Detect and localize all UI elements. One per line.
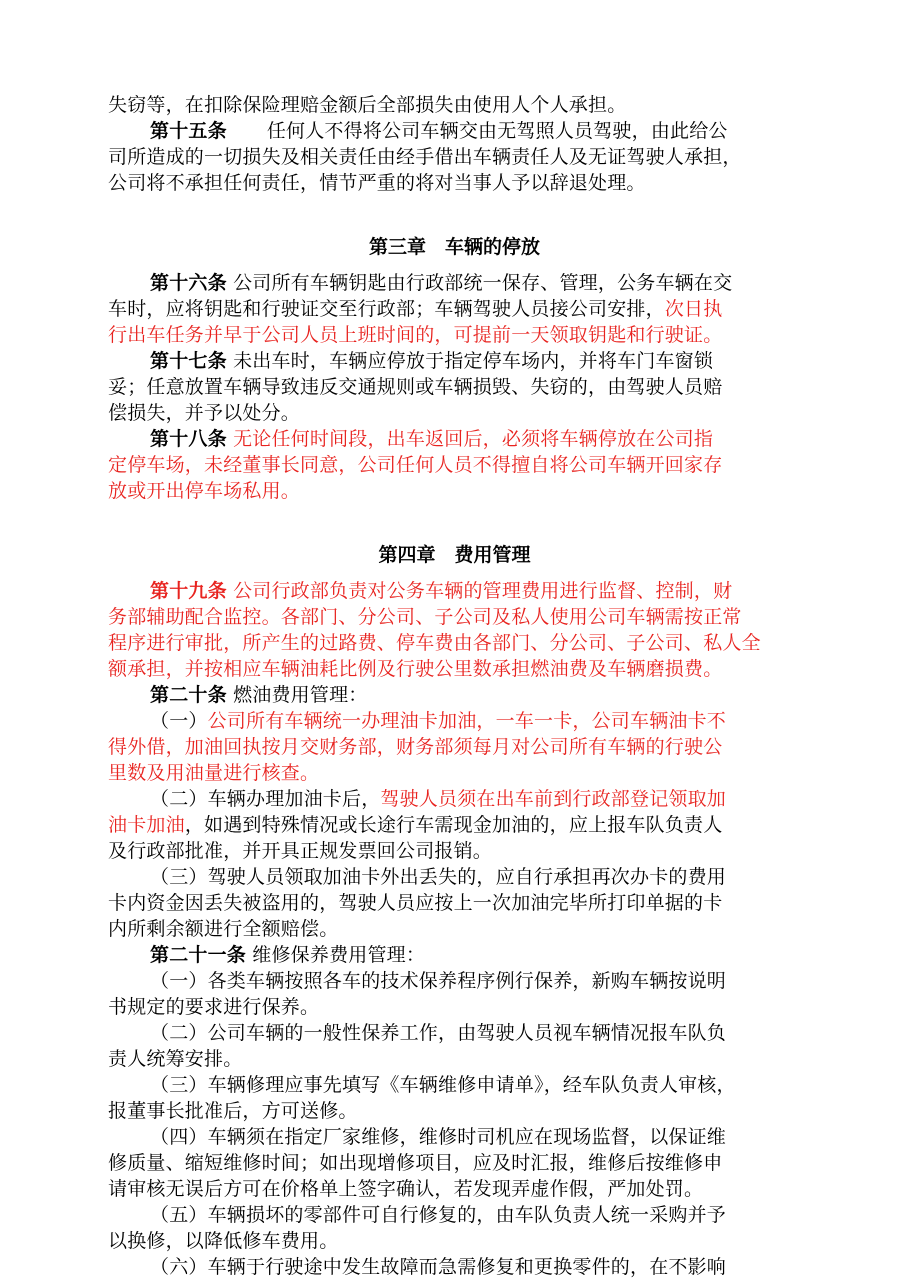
highlighted-text: 程序进行审批，所产生的过路费、停车费由各部门、分公司、子公司、私人全 xyxy=(108,632,761,654)
article-20-item-1-line-1 xyxy=(150,708,810,734)
paragraph-text: 责人统筹安排。 xyxy=(108,1048,243,1070)
article-17-line-1 xyxy=(150,348,810,374)
paragraph-text: （六）车辆于行驶途中发生故障而急需修复和更换零件的，在不影响 xyxy=(150,1256,727,1278)
article-20-item-2-line-1 xyxy=(150,786,810,812)
article-21-item-2-line-2 xyxy=(108,1046,808,1072)
paragraph-text: （三）车辆修理应事先填写《车辆维修申请单》，经车队负责人审核， xyxy=(150,1074,736,1096)
paragraph-text: （一）各类车辆按照各车的技术保养程序例行保养，新购车辆按说明 xyxy=(150,970,727,992)
paragraph-text: 妥；任意放置车辆导致违反交通规则或车辆损毁、失窃的，由驾驶人员赔 xyxy=(108,376,723,398)
paragraph-text: 书规定的要求进行保养。 xyxy=(108,996,320,1018)
article-20-item-3-line-1 xyxy=(150,864,810,890)
article-20-line-1 xyxy=(150,682,810,708)
paragraph-text: 请审核无误后方可在价格单上签字确认，若发现弄虚作假，严加处罚。 xyxy=(108,1178,704,1200)
paragraph-text: 车时，应将钥匙和行驶证交至行政部；车辆驾驶人员接公司安排， xyxy=(108,298,665,320)
article-19-line-3 xyxy=(108,630,808,656)
highlighted-text: 里数及用油量进行核查。 xyxy=(108,762,320,784)
article-18-line-2 xyxy=(108,452,808,478)
article-20-item-1-line-3 xyxy=(108,760,808,786)
paragraph-text: 未出车时，车辆应停放于指定停车场内，并将车门车窗锁 xyxy=(233,350,714,372)
article-label: 第二十条 xyxy=(150,684,227,706)
article-21-item-3-line-1 xyxy=(150,1072,810,1098)
article-20-item-3-line-2 xyxy=(108,890,808,916)
highlighted-text: 额承担，并按相应车辆油耗比例及行驶公里数承担燃油费及车辆磨损费。 xyxy=(108,658,723,680)
article-16-line-1 xyxy=(150,270,810,296)
article-label: 第十八条 xyxy=(150,428,227,450)
paragraph-text: （二）公司车辆的一般性保养工作，由驾驶人员视车辆情况报车队负 xyxy=(150,1022,727,1044)
text-line xyxy=(108,92,808,118)
paragraph-text: 维修保养费用管理： xyxy=(252,944,426,966)
article-15-line-2 xyxy=(108,144,808,170)
paragraph-text: 报董事长批准后，方可送修。 xyxy=(108,1100,358,1122)
article-21-item-4-line-1 xyxy=(150,1124,810,1150)
chapter-3-title: 第三章 车辆的停放 xyxy=(368,236,540,258)
article-21-line-1 xyxy=(150,942,810,968)
article-19-line-1 xyxy=(150,578,810,604)
paragraph-text: 燃油费用管理： xyxy=(233,684,368,706)
article-15-line-3 xyxy=(108,170,808,196)
article-19-line-4 xyxy=(108,656,808,682)
article-21-item-5-line-2 xyxy=(108,1228,808,1254)
highlighted-text: 定停车场，未经董事长同意，公司任何人员不得擅自将公司车辆开回家存 xyxy=(108,454,723,476)
article-label: 第十九条 xyxy=(150,580,227,602)
highlighted-text: 务部辅助配合监控。各部门、分公司、子公司及私人使用公司车辆需按正常 xyxy=(108,606,742,628)
article-21-item-1-line-1 xyxy=(150,968,810,994)
article-20-item-1-line-2 xyxy=(108,734,808,760)
paragraph-text: 及行政部批准，并开具正规发票回公司报销。 xyxy=(108,840,493,862)
paragraph-text: （五）车辆损坏的零部件可自行修复的，由车队负责人统一采购并予 xyxy=(150,1204,727,1226)
chapter-4-title: 第四章 费用管理 xyxy=(378,544,531,566)
article-21-item-4-line-3 xyxy=(108,1176,808,1202)
paragraph-text: 修质量、缩短维修时间；如出现增修项目，应及时汇报，维修后按维修申 xyxy=(108,1152,723,1174)
paragraph-text: ，如遇到特殊情况或长途行车需现金加油的，应上报车队负责人 xyxy=(184,814,723,836)
highlighted-text: 无论任何时间段，出车返回后，必须将车辆停放在公司指 xyxy=(233,428,714,450)
highlighted-text: 公司行政部负责对公务车辆的管理费用进行监督、控制，财 xyxy=(233,580,733,602)
paragraph-text: 内所剩余额进行全额赔偿。 xyxy=(108,918,339,940)
highlighted-text: 油卡加油 xyxy=(108,814,185,836)
paragraph-text: （四）车辆须在指定厂家维修，维修时司机应在现场监督，以保证维 xyxy=(150,1126,727,1148)
highlighted-text: 放或开出停车场私用。 xyxy=(108,480,301,502)
article-18-line-3 xyxy=(108,478,808,504)
paragraph-text: 公司将不承担任何责任，情节严重的将对当事人予以辞退处理。 xyxy=(108,172,646,194)
paragraph-text: （三）驾驶人员领取加油卡外出丢失的，应自行承担再次办卡的费用 xyxy=(150,866,727,888)
article-20-item-2-line-2 xyxy=(108,812,808,838)
article-15-line-1 xyxy=(150,118,810,144)
article-17-line-2 xyxy=(108,374,808,400)
article-20-item-3-line-3 xyxy=(108,916,808,942)
article-21-item-5-line-1 xyxy=(150,1202,810,1228)
article-label: 第十五条 xyxy=(150,120,227,142)
article-20-item-2-line-3 xyxy=(108,838,808,864)
paragraph-text: （二）车辆办理加油卡后， xyxy=(150,788,381,810)
article-19-line-2 xyxy=(108,604,808,630)
article-16-line-3 xyxy=(108,322,808,348)
highlighted-text: 次日执 xyxy=(664,298,723,320)
article-16-line-2 xyxy=(108,296,808,322)
highlighted-text: 行出车任务并早于公司人员上班时间的，可提前一天领取钥匙和行驶证。 xyxy=(108,324,723,346)
article-label: 第十七条 xyxy=(150,350,227,372)
article-17-line-3 xyxy=(108,400,808,426)
highlighted-text: 公司所有车辆统一办理油卡加油，一车一卡，公司车辆油卡不 xyxy=(207,710,727,732)
paragraph-text: 卡内资金因丢失被盗用的，驾驶人员应按上一次加油完毕所打印单据的卡 xyxy=(108,892,723,914)
article-18-line-1 xyxy=(150,426,810,452)
article-label: 第十六条 xyxy=(150,272,227,294)
article-label: 第二十一条 xyxy=(150,944,247,966)
article-21-item-4-line-2 xyxy=(108,1150,808,1176)
highlighted-text: 驾驶人员须在出车前到行政部登记领取加 xyxy=(380,788,727,810)
article-21-item-6-line-1 xyxy=(150,1254,810,1280)
highlighted-text: 得外借，加油回执按月交财务部，财务部须每月对公司所有车辆的行驶公 xyxy=(108,736,723,758)
paragraph-text: 司所造成的一切损失及相关责任由经手借出车辆责任人及无证驾驶人承担， xyxy=(108,146,742,168)
item-number: （一） xyxy=(150,710,208,732)
paragraph-text: 以换修，以降低修车费用。 xyxy=(108,1230,339,1252)
article-21-item-3-line-2 xyxy=(108,1098,808,1124)
paragraph-text: 失窃等，在扣除保险理赔金额后全部损失由使用人个人承担。 xyxy=(108,94,627,116)
article-21-item-1-line-2 xyxy=(108,994,808,1020)
article-21-item-2-line-1 xyxy=(150,1020,810,1046)
paragraph-text: 偿损失，并予以处分。 xyxy=(108,402,301,424)
paragraph-text: 任何人不得将公司车辆交由无驾照人员驾驶，由此给公 xyxy=(266,120,728,142)
paragraph-text: 公司所有车辆钥匙由行政部统一保存、管理，公务车辆在交 xyxy=(233,272,733,294)
